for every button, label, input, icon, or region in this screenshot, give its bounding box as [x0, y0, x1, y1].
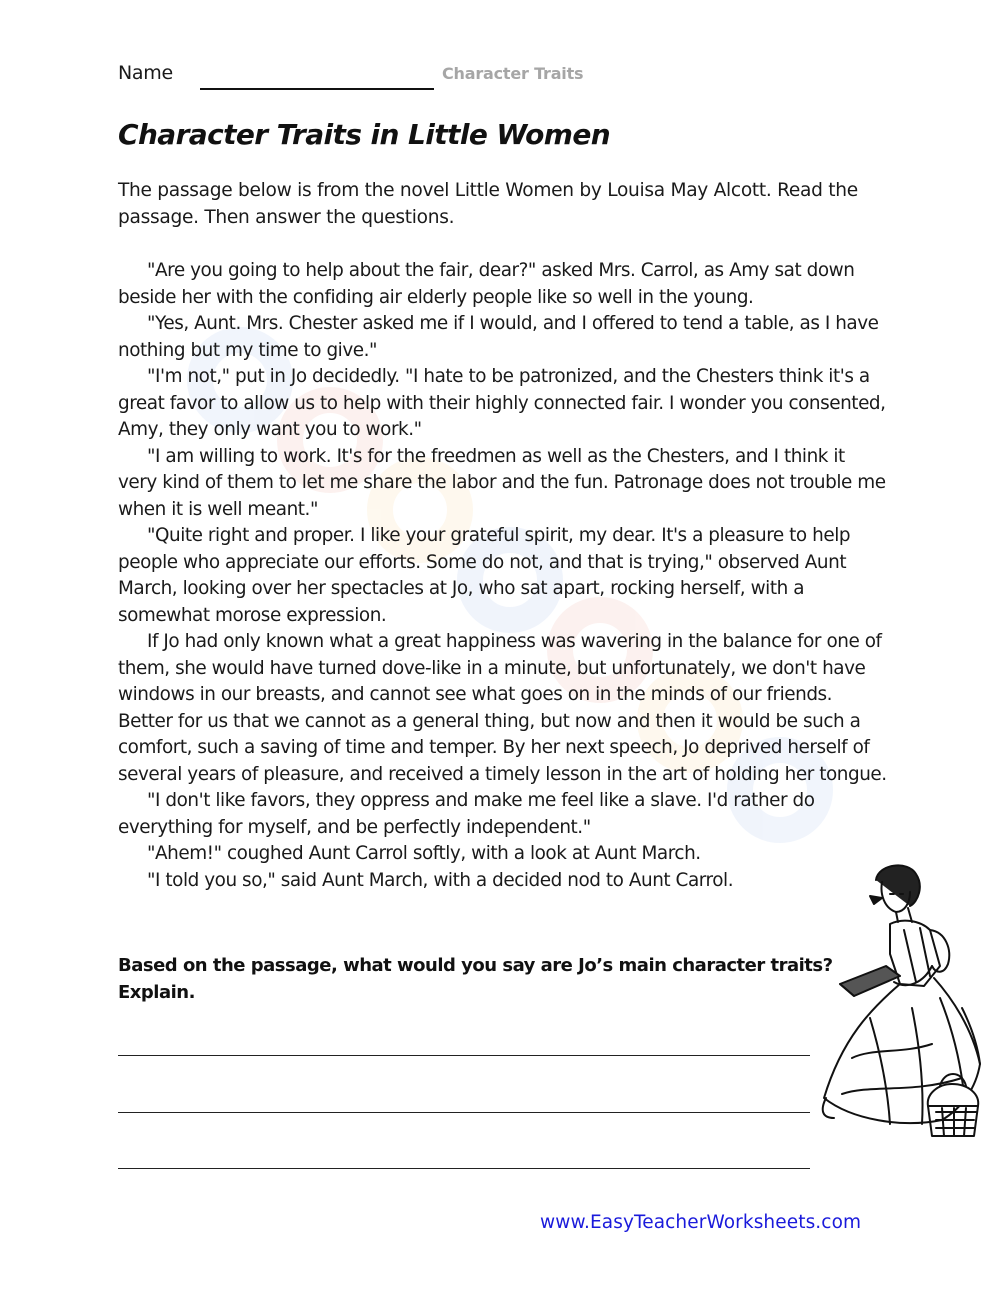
answer-line[interactable] — [118, 1112, 810, 1113]
name-label: Name — [118, 62, 173, 84]
footer-website-link[interactable]: www.EasyTeacherWorksheets.com — [540, 1212, 862, 1233]
answer-line[interactable] — [118, 1168, 810, 1169]
passage-paragraph: "Are you going to help about the fair, dear?" asked Mrs. Carrol, as Amy sat down beside her with the confiding air elderly people like so well in the young. — [118, 260, 855, 308]
name-input-line[interactable] — [200, 88, 434, 90]
passage-paragraph: "Ahem!" coughed Aunt Carrol softly, with a look at Aunt March. — [147, 843, 701, 864]
page-title: Character Traits in Little Women — [118, 118, 611, 151]
passage-paragraph: "Quite right and proper. I like your grateful spirit, my dear. It's a pleasure to help people who appreciate our efforts. Some do not, and that is trying," observed Aunt March, looking over her spectacles at Jo, who sat apart, rocking herself, with a somewhat morose expression. — [118, 525, 851, 626]
passage-paragraph: "I'm not," put in Jo decidedly. "I hate to be patronized, and the Chesters think it's a great favor to allow us to help with their highly connected fair. I wonder you consented, Amy, they only want you to work." — [118, 366, 886, 440]
header-row — [118, 62, 878, 92]
answer-line[interactable] — [118, 1055, 810, 1056]
passage-paragraph: "Yes, Aunt. Mrs. Chester asked me if I would, and I offered to tend a table, as I have nothing but my time to give." — [118, 313, 879, 361]
passage-paragraph: If Jo had only known what a great happiness was wavering in the balance for one of them, she would have turned dove-like in a minute, but unfortunately, we don't have windows in our breasts, and cannot see what goes on in the minds of our friends. Better for us that we cannot as a general thing, but now and then it would be such a comfort, such a saving of time and temper. By her next speech, Jo deprived herself of several years of pleasure, and received a timely lesson in the art of holding her tongue. — [118, 631, 887, 785]
passage-paragraph: "I am willing to work. It's for the freedmen as well as the Chesters, and I think it very kind of them to let me share the labor and the fun. Patronage does not trouble me when it is well meant." — [118, 445, 886, 520]
reading-woman-illustration-icon — [812, 858, 984, 1148]
question-text: Based on the passage, what would you say are Jo’s main character traits? Explain. — [118, 955, 833, 1003]
intro-text: The passage below is from the novel Little Women by Louisa May Alcott. Read the passage. Then answer the questions. — [118, 180, 858, 228]
passage — [118, 258, 888, 894]
passage-paragraph: "I told you so," said Aunt March, with a decided nod to Aunt Carrol. — [147, 869, 734, 891]
passage-paragraph: "I don't like favors, they oppress and make me feel like a slave. I'd rather do everything for myself, and be perfectly independent." — [118, 790, 815, 838]
header-topic: Character Traits — [442, 64, 584, 83]
